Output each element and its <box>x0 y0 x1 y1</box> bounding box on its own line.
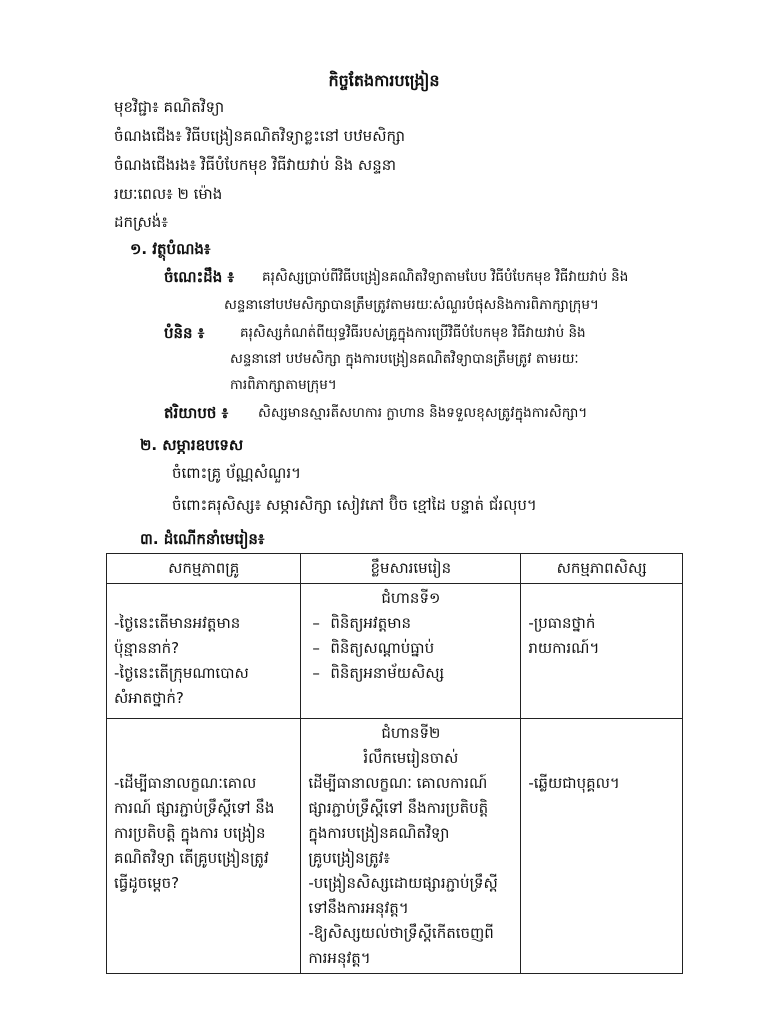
subtopic-line: ចំណងជើងរង៖ វិធីបំបែកមុខ វិធីវាយវាប់ និង សន្ទនា <box>114 156 397 174</box>
teacher-activity-cell <box>107 719 301 974</box>
materials-teacher: ចំពោះគ្រូ ប័ណ្ណសំណួរ។ <box>172 464 301 482</box>
cell-line: ទៅនឹងការអនុវត្ត។ <box>308 899 409 917</box>
procedure-table <box>106 553 683 974</box>
student-activity-cell <box>521 584 683 719</box>
knowledge-label: ចំណេះដឹង ៖ <box>164 268 235 286</box>
column-header-lesson-content: ខ្លឹមសារមេរៀន <box>301 554 521 584</box>
cell-line: -បង្រៀនសិស្សដោយផ្សារភ្ជាប់ទ្រឹស្តី <box>308 874 498 892</box>
cell-line: ផ្សារភ្ជាប់ទ្រឹស្តីទៅ នឹងការប្រតិបត្តិ <box>308 799 489 817</box>
table-row <box>107 719 683 974</box>
knowledge-text-line-2: សន្ទនានៅបឋមសិក្សាបានត្រឹមត្រូវតាមរយៈសំណួរបំផុសនិងការពិភាក្សាក្រុម។ <box>224 297 599 313</box>
list-item: – ពិនិត្យអវត្តមាន <box>308 611 513 636</box>
cell-line: គ្រូបង្រៀនត្រូវ៖ <box>308 849 390 867</box>
skill-text-line-3: ការពិភាក្សាតាមក្រុម។ <box>230 377 337 393</box>
subject-line: មុខវិជ្ជា៖ គណិតវិទ្យា <box>114 98 225 116</box>
page-title: កិច្ចតែងការបង្រៀន <box>328 71 440 90</box>
table-header-row <box>107 554 683 584</box>
cell-line: ក្នុងការបង្រៀនគណិតវិទ្យា <box>308 824 450 842</box>
cell-line: -ថ្ងៃនេះតើក្រុមណាបោស <box>114 664 249 682</box>
skill-text-line-1: គរុសិស្សកំណត់ពីយុទ្ធវិធីរបស់គ្រូក្នុងការប្រើវិធីបំបែកមុខ វិធីវាយវាប់ និង <box>240 325 586 341</box>
list-item: – ពិនិត្យសណ្តាប់ធ្នាប់ <box>308 636 513 661</box>
topic-line: ចំណងជើង៖ វិធីបង្រៀនគណិតវិទ្យាខ្លះនៅ បឋមសិក្សា <box>114 127 406 145</box>
procedure-heading: ៣. ដំណើកនាំមេរៀន៖ <box>140 530 265 548</box>
materials-students: ចំពោះគរុសិស្ស៖ សម្ភារសិក្សា សៀវភៅ ប៊ិច ខ្មៅដៃ បន្ទាត់ ជ័រលុប។ <box>172 496 537 514</box>
student-activity-cell <box>521 719 683 974</box>
cell-line: ការណ៍ ផ្សារភ្ជាប់ទ្រឹស្តីទៅ នឹង <box>114 799 275 817</box>
teacher-activity-cell <box>107 584 301 719</box>
duration-line: រយៈពេល៖ ២ ម៉ោង <box>114 185 223 203</box>
attitude-label: ឥរិយាបថ ៖ <box>164 404 229 422</box>
cell-line: ដើម្បីធានាលក្ខណៈ គោលការណ៍ <box>308 774 488 792</box>
skill-text-line-2: សន្ទនានៅ បឋមសិក្សា ក្នុងការបង្រៀនគណិតវិទ្យាបានត្រឹមត្រូវ តាមរយៈ <box>230 351 579 367</box>
materials-heading: ២. សម្ភារឧបទេស <box>140 436 244 454</box>
cell-line: សំអាតថ្នាក់? <box>114 689 184 707</box>
step-title: ជំហានទី២ <box>381 724 441 742</box>
table-row <box>107 584 683 719</box>
cell-line: ធ្វើដូចម្តេច? <box>114 874 180 892</box>
cell-line: -ថ្ងៃនេះតើមានអវត្តមាន <box>114 614 241 632</box>
lesson-content-cell <box>301 584 521 719</box>
step-subtitle: រំលឹកមេរៀនចាស់ <box>363 749 459 767</box>
step-title: ជំហានទី១ <box>381 589 441 607</box>
cell-line: -ឆ្លើយជាបុគ្គល។ <box>528 774 620 792</box>
skill-label: បំនិន ៖ <box>164 324 205 342</box>
cell-line: -ប្រធានថ្នាក់ <box>528 614 596 632</box>
objectives-heading: ១. វត្ថុបំណង៖ <box>130 240 211 258</box>
cell-line: -ឱ្យសិស្សយល់ថាទ្រឹស្តីកើតចេញពី <box>308 924 494 942</box>
cell-line: គណិតវិទ្យា តើគ្រូបង្រៀនត្រូវ <box>114 849 269 867</box>
source-line: ដកស្រង់៖ <box>114 213 168 231</box>
cell-line: ប៉ុន្មាននាក់? <box>114 639 180 657</box>
cell-line: ការអនុវត្ត។ <box>308 949 371 967</box>
lesson-content-cell <box>301 719 521 974</box>
attitude-text: សិស្សមានស្មារតីសហការ ក្លាហាន និងទទួលខុសត្រូវក្នុងការសិក្សា។ <box>258 405 588 421</box>
cell-line: ការប្រតិបត្តិ ក្នុងការ បង្រៀន <box>114 824 266 842</box>
cell-line: -ដើម្បីធានាលក្ខណៈគោល <box>114 774 257 792</box>
column-header-student-activity: សកម្មភាពសិស្ស <box>521 554 683 584</box>
list-item: – ពិនិត្យអនាម័យសិស្ស <box>308 661 513 686</box>
knowledge-text-line-1: គរុសិស្សប្រាប់ពីវិធីបង្រៀនគណិតវិទ្យាតាមបែប វិធីបំបែកមុខ វិធីវាយវាប់ និង <box>262 269 629 285</box>
cell-line: រាយការណ៍។ <box>528 639 600 657</box>
column-header-teacher-activity: សកម្មភាពគ្រូ <box>107 554 301 584</box>
